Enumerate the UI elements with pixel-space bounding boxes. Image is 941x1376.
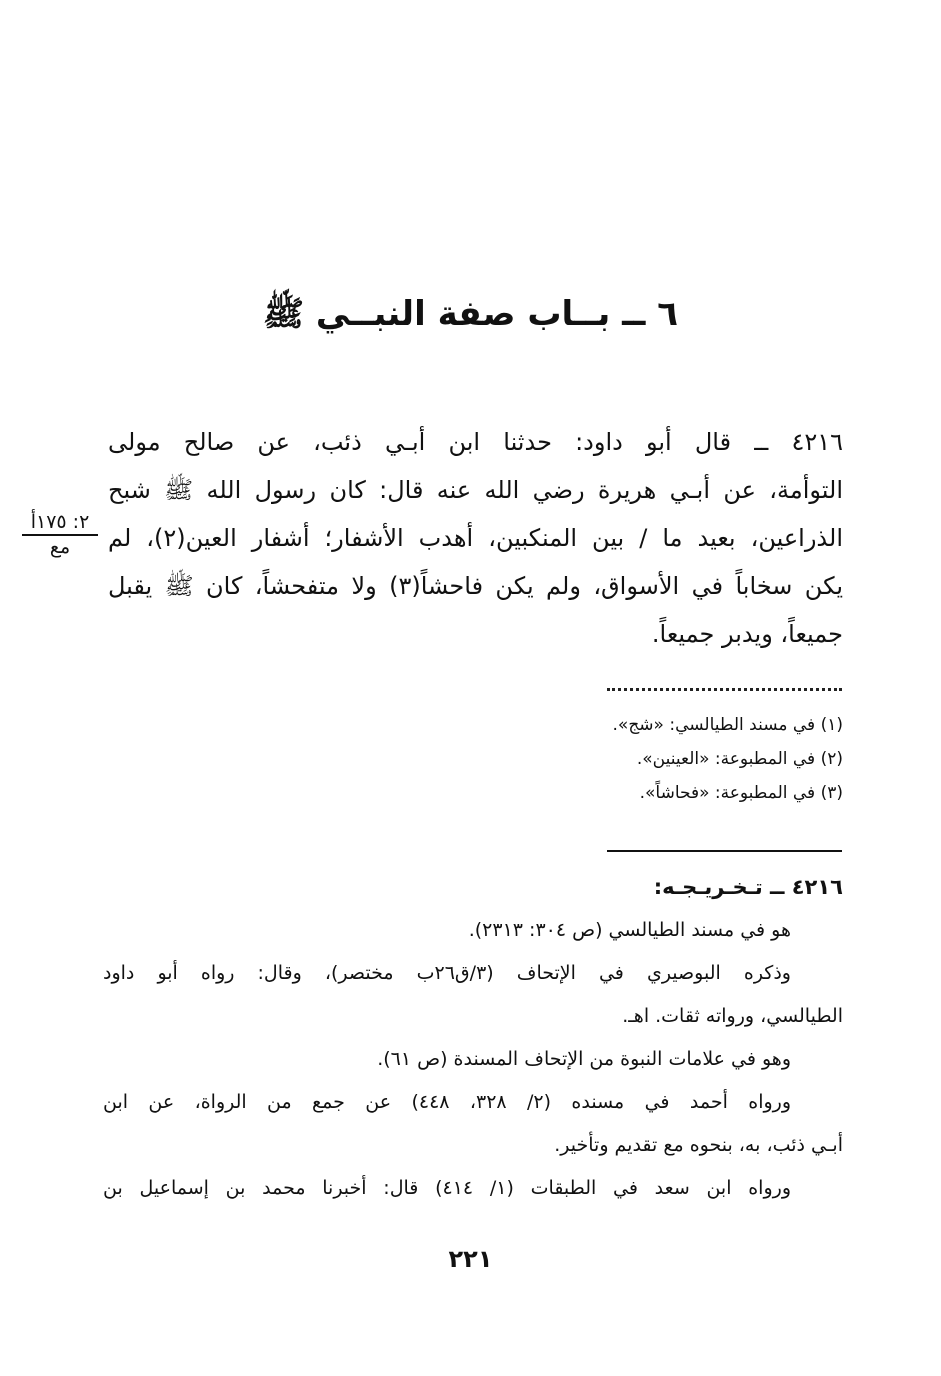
hadith-line: يكن سخاباً في الأسواق، ولم يكن فاحشاً(٣) ولا متفحشاً، كان ﷺ يقبل <box>108 572 843 600</box>
takhrij-divider <box>607 850 842 852</box>
hadith-line: ٤٢١٦ ــ قال أبو داود: حدثنا ابن أبـي ذئب، عن صالح مولى <box>108 428 843 456</box>
hadith-line: جميعاً، ويدبر جميعاً. <box>651 620 843 648</box>
takhrij-line: ورواه أحمد في مسنده (٢/ ٣٢٨، ٤٤٨) عن جمع من الرواة، عن ابن <box>103 1091 791 1113</box>
footnote-separator <box>607 684 842 691</box>
chapter-title: ٦ ــ بــاب صفة النبــي ﷺ <box>263 294 678 334</box>
takhrij-section <box>103 866 843 1210</box>
takhrij-line: وهو في علامات النبوة من الإتحاف المسندة (ص ٦١). <box>377 1048 791 1070</box>
takhrij-line: وذكره البوصيري في الإتحاف (٣/ق٢٦ب مختصر)، وقال: رواه أبو داود <box>103 962 791 984</box>
footnote: (٣) في المطبوعة: «فحاشاً». <box>639 783 843 803</box>
footnote: (٢) في المطبوعة: «العينين». <box>636 749 843 769</box>
margin-ref-siglum: مع <box>49 536 71 558</box>
takhrij-line: ورواه ابن سعد في الطبقات (١/ ٤١٤) قال: أخبرنا محمد بن إسماعيل بن <box>103 1177 791 1199</box>
takhrij-line: هو في مسند الطيالسي (ص ٣٠٤: ٢٣١٣). <box>468 919 791 941</box>
hadith-text <box>108 418 843 658</box>
margin-ref-folio: ٢: ١٧٥أ <box>22 511 98 536</box>
hadith-line: الذراعين، بعيد ما / بين المنكبين، أهدب الأشفار؛ أشفار العين(٢)، لم <box>108 524 844 552</box>
takhrij-line: أبـي ذئب، به، بنحوه مع تقديم وتأخير. <box>554 1134 843 1156</box>
hadith-line: التوأمة، عن أبـي هريرة رضي الله عنه قال: كان رسول الله ﷺ شبح <box>108 476 843 504</box>
takhrij-line: الطيالسي، ورواته ثقات. اهـ. <box>622 1005 843 1027</box>
manuscript-margin-reference <box>22 511 98 558</box>
footnote: (١) في مسند الطيالسي: «شج». <box>612 715 843 735</box>
page-number: ٢٢١ <box>448 1245 493 1273</box>
takhrij-heading: ٤٢١٦ ــ تـخـريـجـه: <box>653 875 843 899</box>
footnotes <box>343 708 843 810</box>
